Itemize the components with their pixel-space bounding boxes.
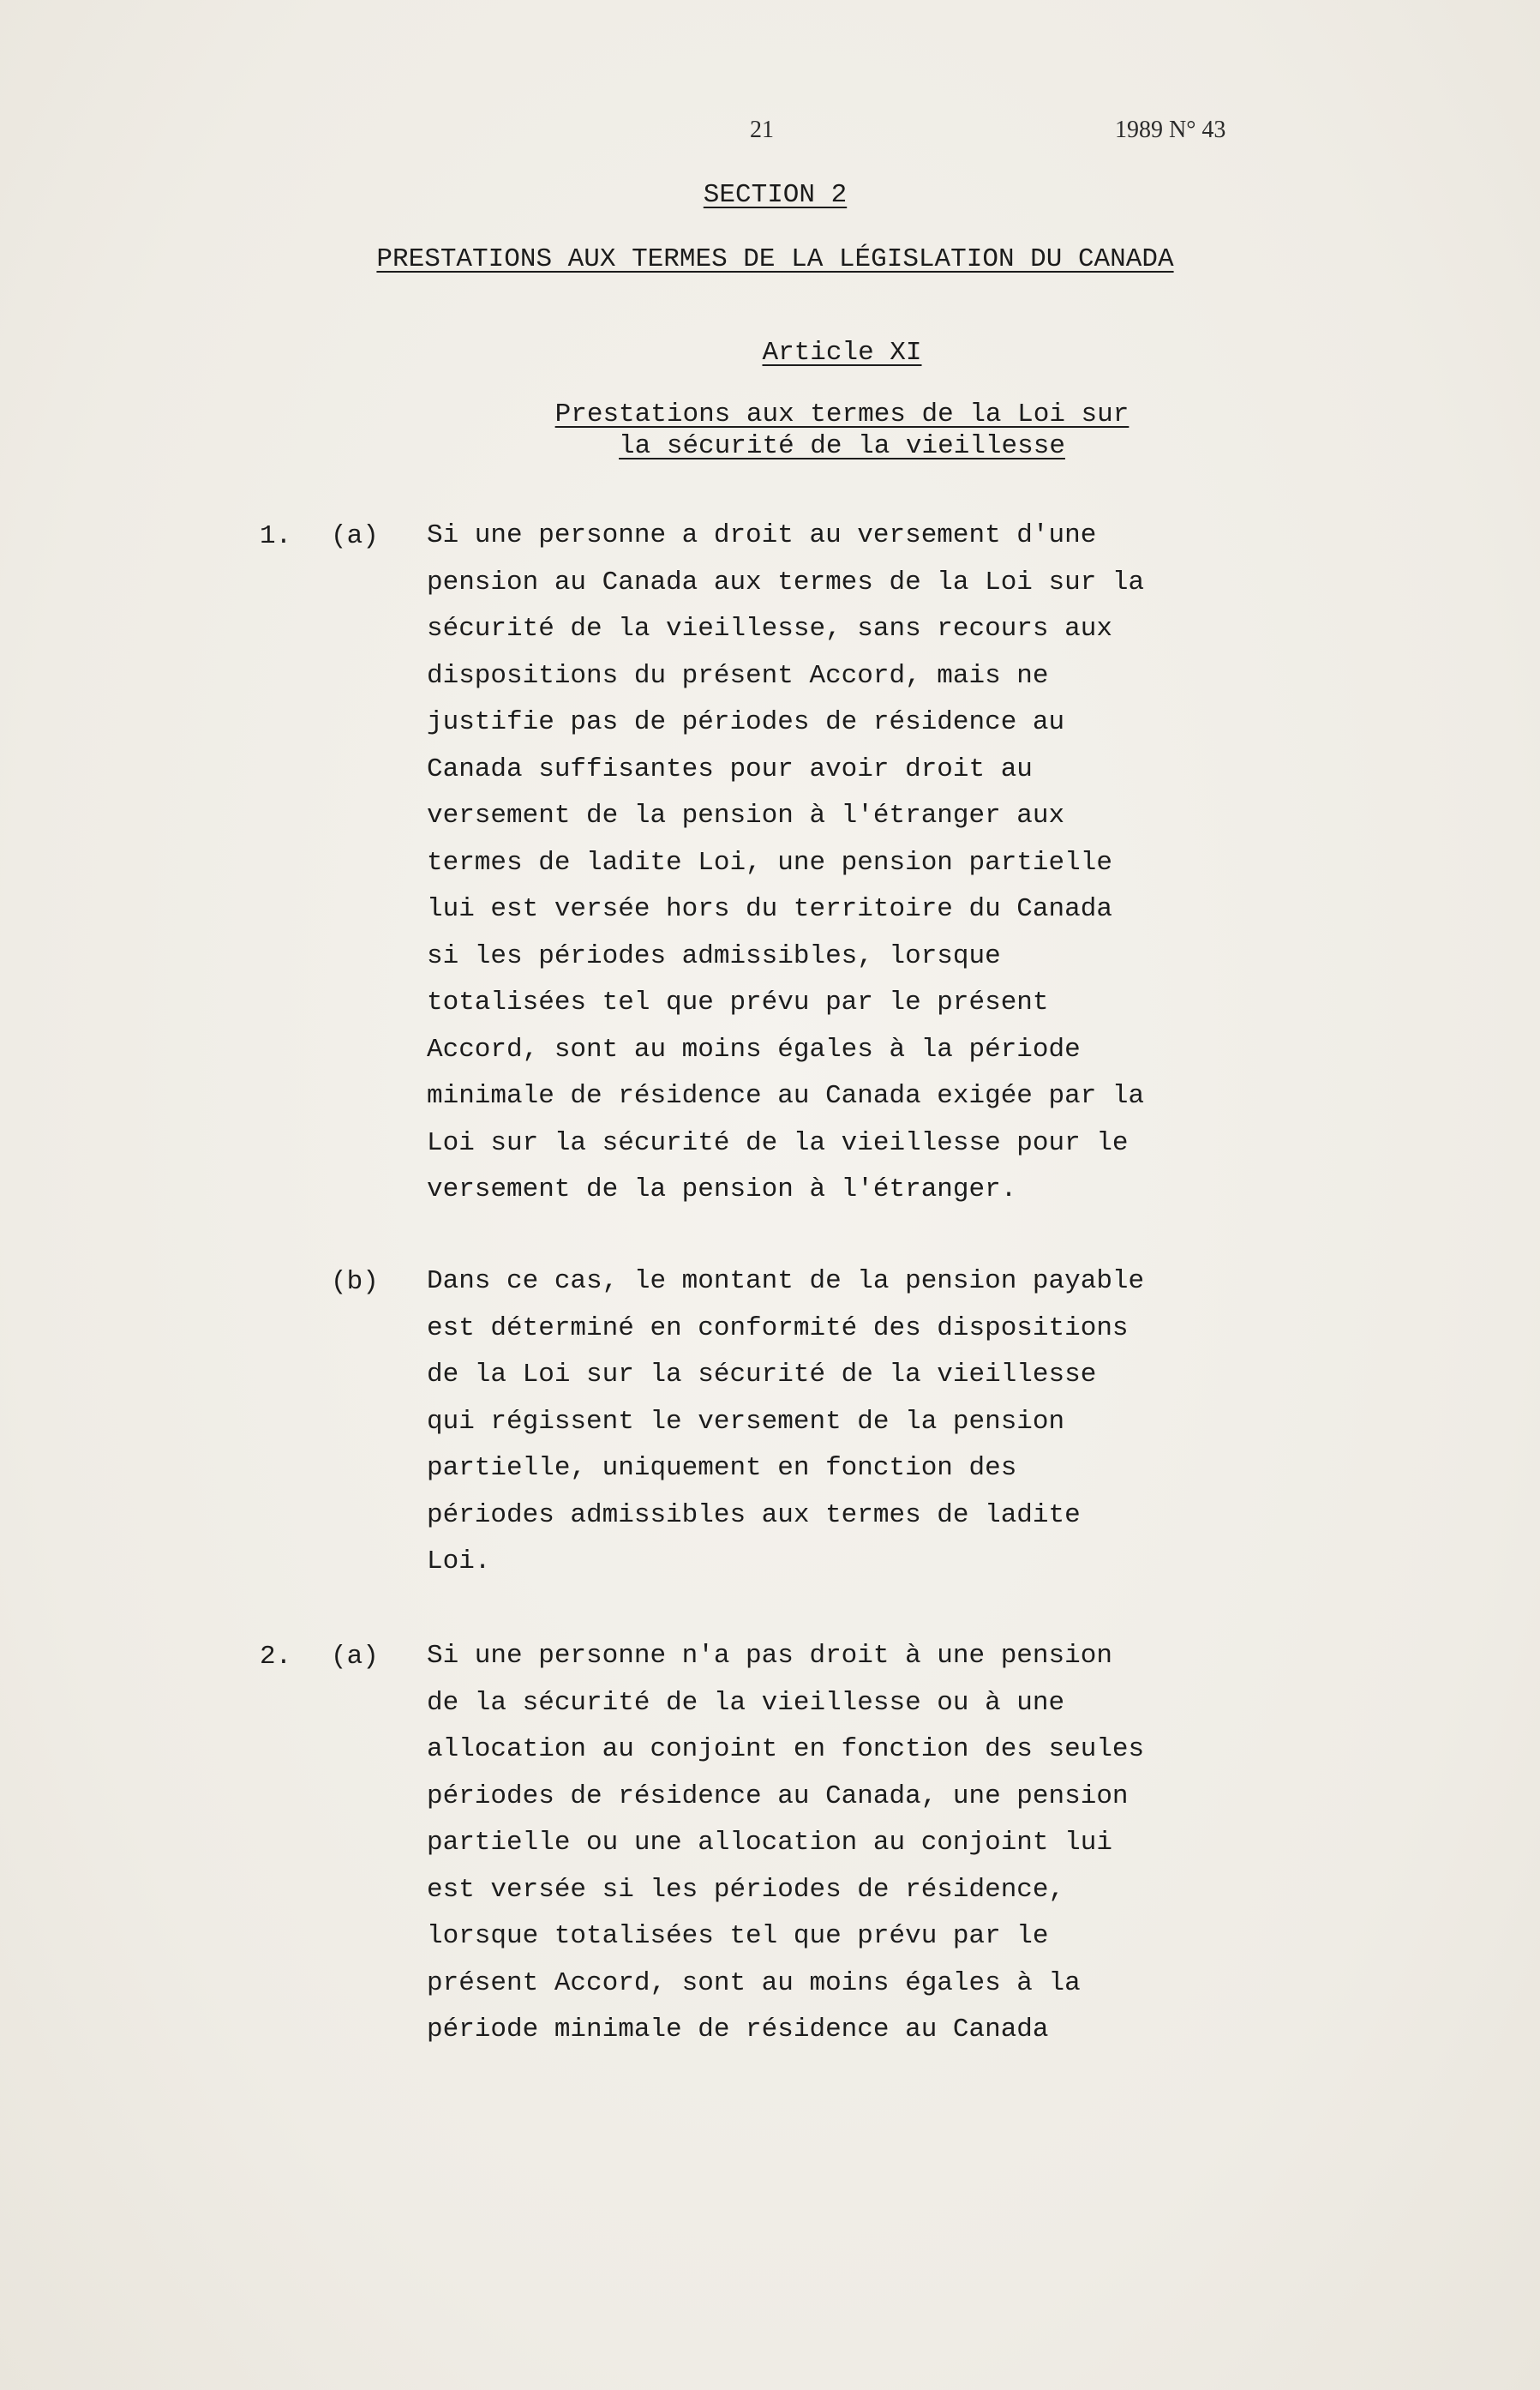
article-heading-line-2-text: la sécurité de la vieillesse bbox=[619, 431, 1065, 461]
section-subtitle bbox=[5, 244, 1540, 274]
article-title bbox=[72, 338, 1540, 368]
article-heading-line-2 bbox=[72, 431, 1540, 461]
article-heading-line-1 bbox=[72, 399, 1540, 429]
paragraph-text: Dans ce cas, le montant de la pension payable est déterminé en conformité des dispositions de la Loi sur la sécurité de la vieillesse qui régissent le versement de la pension partielle, uniquement en fonction des périodes admissibles aux termes de ladite Loi. bbox=[427, 1266, 1145, 1576]
paragraph-letter: (a) bbox=[331, 1642, 379, 1672]
section-title-text: SECTION 2 bbox=[703, 180, 848, 210]
document-reference: 1989 N° 43 bbox=[1115, 117, 1226, 143]
section-subtitle-text: PRESTATIONS AUX TERMES DE LA LÉGISLATION DU CANADA bbox=[376, 244, 1174, 274]
paragraph-letter: (a) bbox=[331, 521, 379, 551]
article-title-text: Article XI bbox=[762, 338, 922, 368]
paragraph-letter: (b) bbox=[331, 1267, 379, 1297]
section-title bbox=[5, 180, 1540, 210]
article-heading-line-1-text: Prestations aux termes de la Loi sur bbox=[554, 399, 1130, 429]
paragraph-text: Si une personne n'a pas droit à une pension de la sécurité de la vieillesse ou à une allocation au conjoint en fonction des seules périodes de résidence au Canada, une pension partielle ou une allocation au conjoint lui est versée si les périodes de résidence, lorsque totalisées tel que prévu par le présent Accord, sont au moins égales à la période minimale de résidence au Canada bbox=[427, 1641, 1145, 2045]
paragraph-text: Si une personne a droit au versement d'une pension au Canada aux termes de la Loi sur la sécurité de la vieillesse, sans recours aux dispositions du présent Accord, mais ne justifie pas de périodes de résidence au Canada suffisantes pour avoir droit au versement de la pension à l'étranger aux termes de ladite Loi, une pension partielle lui est versée hors du territoire du Canada si les périodes admissibles, lorsque totalisées tel que prévu par le présent Accord, sont au moins égales à la période minimale de résidence au Canada exigée par la Loi sur la sécurité de la vieillesse pour le versement de la pension à l'étranger. bbox=[427, 520, 1145, 1204]
paragraph-number: 2. bbox=[260, 1642, 292, 1672]
page-number: 21 bbox=[750, 117, 774, 143]
paragraph-number: 1. bbox=[260, 521, 292, 551]
